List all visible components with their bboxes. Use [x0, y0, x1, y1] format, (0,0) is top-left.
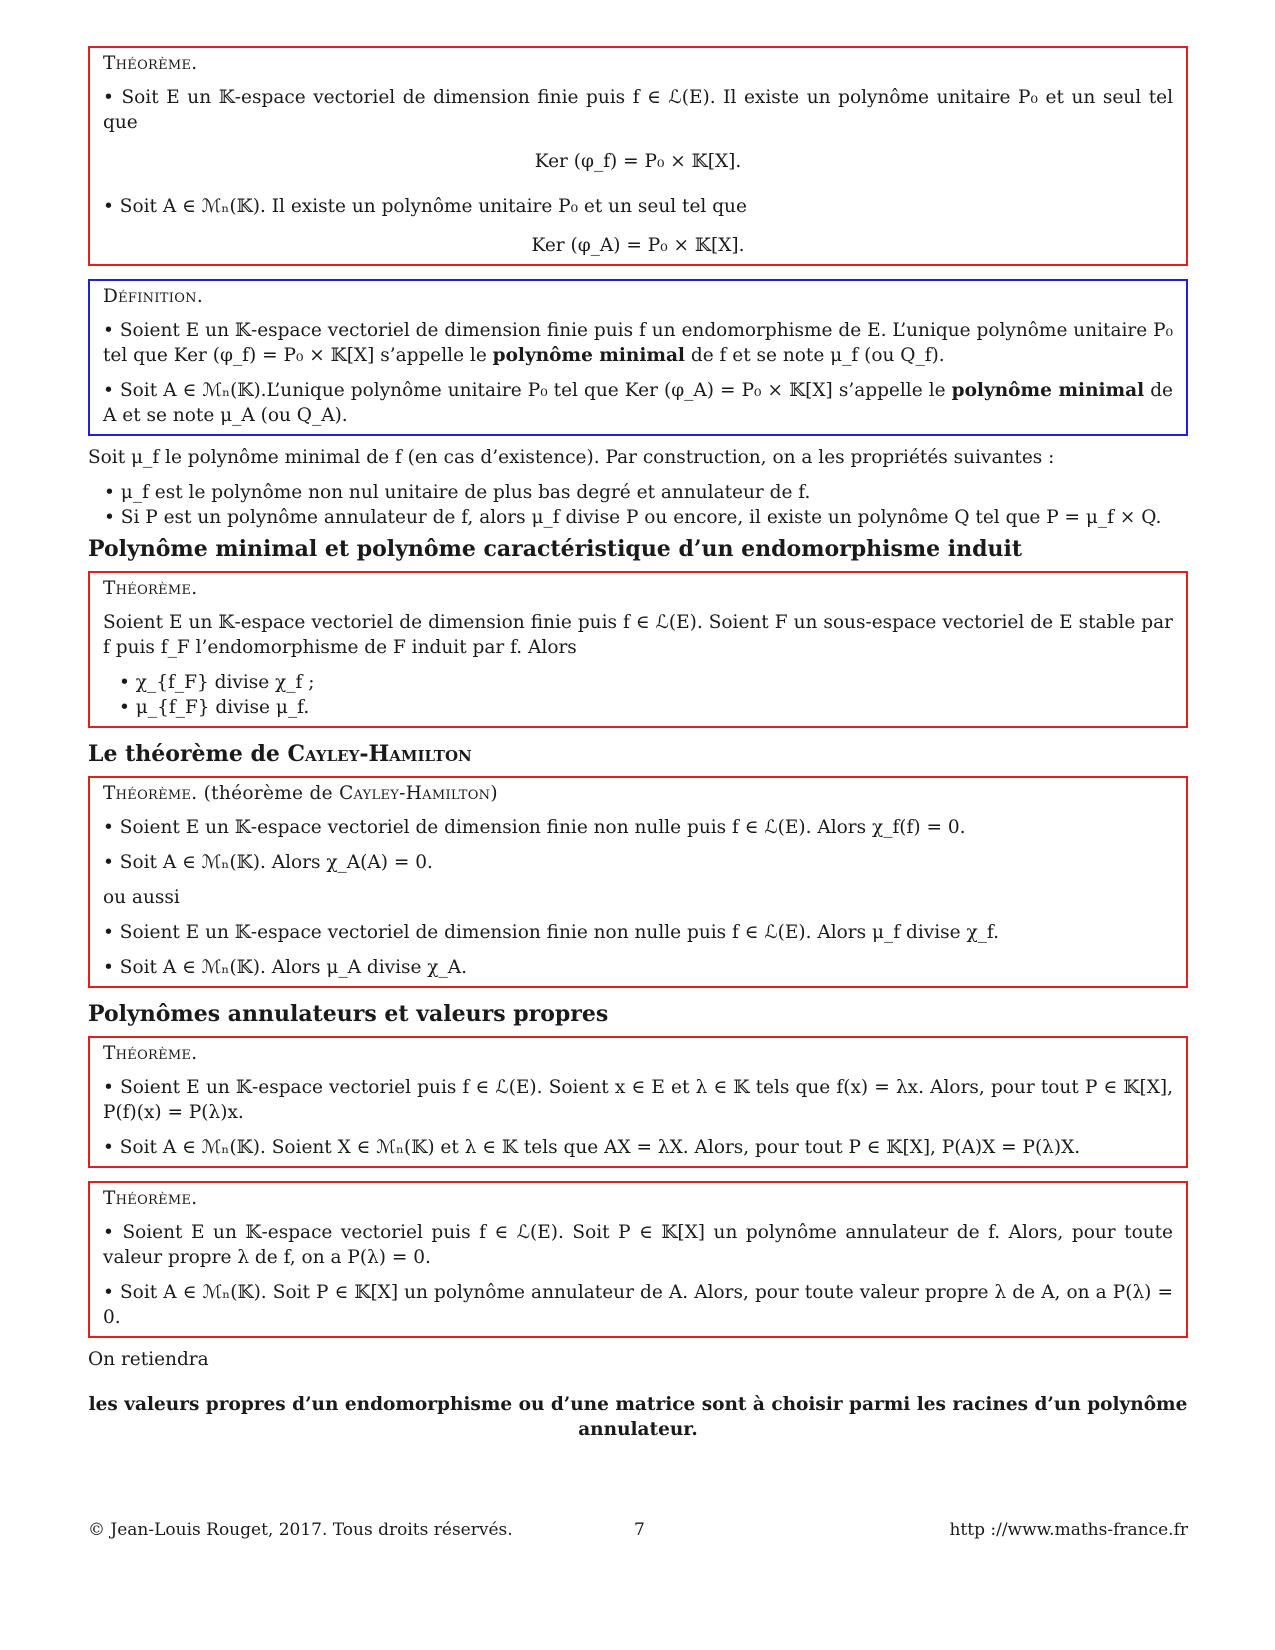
- theorem-label: Théorème.: [103, 783, 198, 804]
- theorem-title: Théorème.: [103, 1043, 198, 1064]
- page-footer: [88, 1520, 1188, 1540]
- list-item: • μ_f est le polynôme non nul unitaire de plus bas degré et annulateur de f.: [118, 480, 1188, 505]
- copyright-notice: © Jean-Louis Rouget, 2017. Tous droits réservés.: [88, 1520, 513, 1540]
- document-page: [88, 46, 1188, 1442]
- properties-list: [88, 480, 1188, 530]
- definition-text: • Soient E un 𝕂-espace vectoriel de dimension finie puis f un endomorphisme de E. L’unique polynôme unitaire P₀ tel que Ker (φ_f) = P₀ × 𝕂[X] s’appelle le: [103, 320, 1173, 366]
- definition-title: Définition.: [103, 286, 204, 307]
- equation-ker-phi-f: Ker (φ_f) = P₀ × 𝕂[X].: [534, 151, 742, 172]
- theorem-item: • Soit A ∈ ℳₙ(𝕂). Soient X ∈ ℳₙ(𝕂) et λ ∈ 𝕂 tels que AX = λX. Alors, pour tout P ∈ 𝕂[X], P(A)X = P(λ)X.: [103, 1137, 1081, 1158]
- theorem-item: • Soient E un 𝕂-espace vectoriel puis f ∈ ℒ(E). Soient x ∈ E et λ ∈ 𝕂 tels que f(x) = λx. Alors, pour tout P ∈ 𝕂[X], P(f)(x) = P(λ)x.: [103, 1077, 1173, 1123]
- theorem-item-endomorphism: • Soit E un 𝕂-espace vectoriel de dimension finie puis f ∈ ℒ(E). Il existe un polynôme unitaire P₀ et un seul tel que: [103, 87, 1173, 133]
- theorem-box-eigen-roots: [88, 1181, 1188, 1338]
- theorem-item: • Soit A ∈ ℳₙ(𝕂). Alors μ_A divise χ_A.: [103, 957, 468, 978]
- list-item: • μ_{f_F} divise μ_f.: [133, 695, 1173, 720]
- theorem-box-eigen-evaluation: [88, 1036, 1188, 1168]
- theorem-subtitle: (théorème de: [197, 783, 340, 804]
- equation-ker-phi-a: Ker (φ_A) = P₀ × 𝕂[X].: [531, 235, 745, 256]
- definition-text: • Soit A ∈ ℳₙ(𝕂).L’unique polynôme unitaire P₀ tel que Ker (φ_A) = P₀ × 𝕂[X] s’appelle le: [103, 380, 952, 401]
- list-item: • χ_{f_F} divise χ_f ;: [133, 670, 1173, 695]
- term-minimal-polynomial: polynôme minimal: [951, 380, 1145, 401]
- theorem-title: Théorème.: [103, 53, 198, 74]
- theorem-subtitle-end: ): [490, 783, 498, 804]
- theorem-box-minimal-existence: [88, 46, 1188, 266]
- definition-item-matrix: [103, 378, 1173, 428]
- theorem-item: • Soit A ∈ ℳₙ(𝕂). Soit P ∈ 𝕂[X] un polynôme annulateur de A. Alors, pour toute valeur propre λ de A, on a P(λ) = 0.: [103, 1282, 1173, 1328]
- theorem-item: • Soit A ∈ ℳₙ(𝕂). Alors χ_A(A) = 0.: [103, 852, 433, 873]
- website-url: http ://www.maths-france.fr: [949, 1520, 1188, 1540]
- definition-text: de f et se note μ_f (ou Q_f).: [684, 345, 945, 366]
- conclusion-statement: les valeurs propres d’un endomorphisme ou d’une matrice sont à choisir parmi les racines d’un polynôme annulateur.: [88, 1394, 1188, 1440]
- theorem-connector: ou aussi: [103, 887, 180, 908]
- theorem-text: Soient E un 𝕂-espace vectoriel de dimension finie puis f ∈ ℒ(E). Soient F un sous-espace vectoriel de E stable par f puis f_F l’endomorphisme de F induit par f. Alors: [103, 612, 1173, 658]
- definition-box-minimal-polynomial: [88, 279, 1188, 436]
- properties-intro: Soit μ_f le polynôme minimal de f (en cas d’existence). Par construction, on a les propriétés suivantes :: [88, 447, 1055, 468]
- theorem-title: Théorème.: [103, 578, 198, 599]
- theorem-item-matrix: • Soit A ∈ ℳₙ(𝕂). Il existe un polynôme unitaire P₀ et un seul tel que: [103, 196, 747, 217]
- section-heading-annihilating-polynomials: Polynômes annulateurs et valeurs propres: [88, 1001, 609, 1027]
- heading-text: Le théorème de: [88, 741, 288, 767]
- theorem-title: [103, 781, 1173, 806]
- heading-name: Cayley-Hamilton: [287, 741, 472, 767]
- section-heading-induced-endomorphism: Polynôme minimal et polynôme caractéristique d’un endomorphisme induit: [88, 536, 1023, 562]
- theorem-subtitle-name: Cayley-Hamilton: [339, 783, 491, 804]
- theorem-bullets: [103, 670, 1173, 720]
- definition-item-endomorphism: [103, 318, 1173, 368]
- retain-text: On retiendra: [88, 1349, 209, 1370]
- theorem-title: Théorème.: [103, 1188, 198, 1209]
- theorem-box-cayley-hamilton: [88, 776, 1188, 988]
- theorem-box-induced: [88, 571, 1188, 728]
- definition-text: de A et se note μ_A (ou Q_A).: [103, 380, 1173, 426]
- page-number: 7: [634, 1520, 645, 1540]
- list-item: • Si P est un polynôme annulateur de f, alors μ_f divise P ou encore, il existe un polynôme Q tel que P = μ_f × Q.: [118, 505, 1188, 530]
- theorem-item: • Soient E un 𝕂-espace vectoriel puis f ∈ ℒ(E). Soit P ∈ 𝕂[X] un polynôme annulateur de f. Alors, pour toute valeur propre λ de f, on a P(λ) = 0.: [103, 1222, 1173, 1268]
- section-heading-cayley-hamilton: [88, 741, 1188, 767]
- theorem-item: • Soient E un 𝕂-espace vectoriel de dimension finie non nulle puis f ∈ ℒ(E). Alors χ_f(f) = 0.: [103, 817, 966, 838]
- term-minimal-polynomial: polynôme minimal: [492, 345, 685, 366]
- theorem-item: • Soient E un 𝕂-espace vectoriel de dimension finie non nulle puis f ∈ ℒ(E). Alors μ_f divise χ_f.: [103, 922, 999, 943]
